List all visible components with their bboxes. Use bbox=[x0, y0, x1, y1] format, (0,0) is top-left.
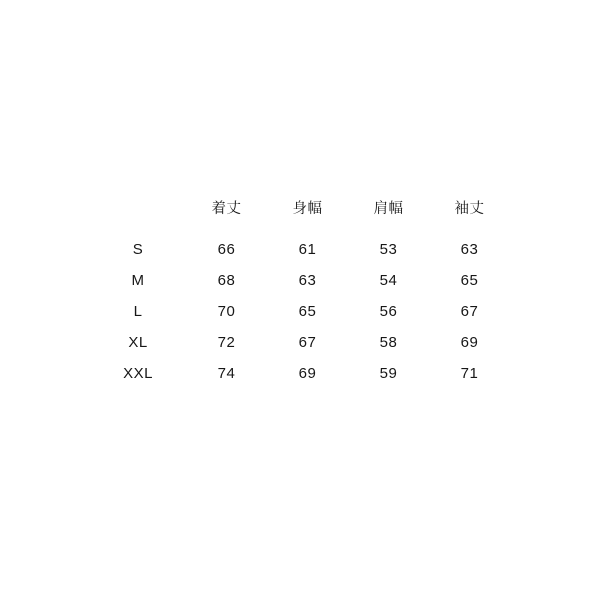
cell-xl-sleeve-length: 69 bbox=[460, 333, 479, 351]
cell-xxl-sleeve-length: 71 bbox=[460, 364, 479, 382]
row-label-l: L bbox=[133, 302, 143, 320]
row-label-m: M bbox=[131, 271, 145, 289]
column-header-shoulder-width: 肩幅 bbox=[373, 201, 404, 217]
size-chart-table bbox=[90, 188, 510, 389]
table-header bbox=[90, 188, 510, 234]
column-header-sleeve-length: 袖丈 bbox=[454, 201, 485, 217]
cell-xl-length: 72 bbox=[217, 333, 236, 351]
column-header-length: 着丈 bbox=[211, 201, 242, 217]
cell-m-length: 68 bbox=[217, 271, 236, 289]
row-label-s: S bbox=[132, 240, 144, 258]
cell-xxl-chest-width: 69 bbox=[298, 364, 317, 382]
table-row bbox=[90, 327, 510, 358]
cell-s-length: 66 bbox=[217, 240, 236, 258]
cell-m-shoulder-width: 54 bbox=[379, 271, 398, 289]
table-header-row bbox=[90, 188, 510, 234]
cell-s-sleeve-length: 63 bbox=[460, 240, 479, 258]
cell-s-chest-width: 61 bbox=[298, 240, 317, 258]
cell-l-length: 70 bbox=[217, 302, 236, 320]
cell-l-sleeve-length: 67 bbox=[460, 302, 479, 320]
table-row bbox=[90, 265, 510, 296]
cell-l-chest-width: 65 bbox=[298, 302, 317, 320]
table-row bbox=[90, 296, 510, 327]
cell-m-chest-width: 63 bbox=[298, 271, 317, 289]
table-corner-cell bbox=[90, 188, 186, 234]
table-row bbox=[90, 358, 510, 389]
table-body bbox=[90, 234, 510, 389]
cell-xxl-shoulder-width: 59 bbox=[379, 364, 398, 382]
cell-s-shoulder-width: 53 bbox=[379, 240, 398, 258]
table-row bbox=[90, 234, 510, 265]
row-label-xl: XL bbox=[128, 333, 148, 351]
cell-xl-shoulder-width: 58 bbox=[379, 333, 398, 351]
cell-xl-chest-width: 67 bbox=[298, 333, 317, 351]
cell-xxl-length: 74 bbox=[217, 364, 236, 382]
cell-m-sleeve-length: 65 bbox=[460, 271, 479, 289]
column-header-chest-width: 身幅 bbox=[292, 201, 323, 217]
row-label-xxl: XXL bbox=[123, 364, 153, 382]
cell-l-shoulder-width: 56 bbox=[379, 302, 398, 320]
